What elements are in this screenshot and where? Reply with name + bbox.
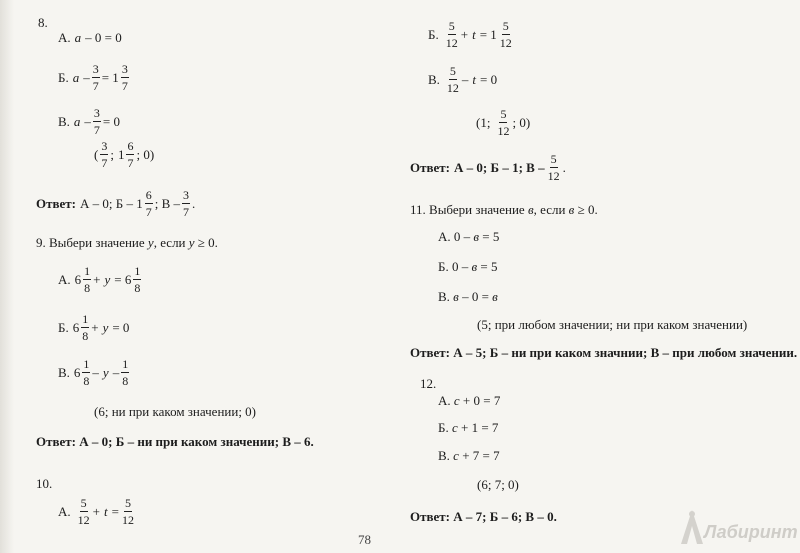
- fraction: $\frac{5}{12}$: [121, 496, 134, 527]
- option-label: В.: [428, 72, 440, 87]
- equation-rest: – 0 = 0: [85, 30, 122, 45]
- problem-12-answer: [410, 510, 557, 523]
- problem-9-answer: [36, 435, 314, 448]
- problem-10-number: 10.: [36, 476, 53, 491]
- answer-label: Ответ:: [410, 345, 451, 360]
- problem-8-answer: Ответ: А – 0; Б – 1 $\frac{6}{7}$ ; В – $\frac{3}{7}$ .: [36, 188, 196, 219]
- equals: = 0: [102, 114, 121, 129]
- equals: = 1: [101, 70, 119, 85]
- problem-9-option-v: В. 6 $\frac{1}{8}$ – y – $\frac{1}{8}$: [58, 357, 129, 388]
- answer-label: Ответ:: [36, 434, 77, 449]
- problem-10-option-b: Б. $\frac{5}{12}$ + t = 1 $\frac{5}{12}$: [428, 19, 512, 50]
- problem-9-option-b: Б. 6 $\frac{1}{8}$ + y = 0: [58, 312, 130, 343]
- problem-11-answer: [410, 346, 797, 359]
- problem-10-answer: Ответ: А – 0; Б – 1; В – $\frac{5}{12}$ .: [410, 152, 566, 183]
- problem-11-title: 11. Выбери значение в, если в ≥ 0.: [410, 202, 598, 217]
- problem-9-answers: (6; ни при каком значении; 0): [94, 404, 257, 419]
- problem-11-answers: (5; при любом значении; ни при каком значении): [477, 317, 748, 332]
- fraction: $\frac{5}{12}$: [547, 152, 560, 183]
- answer-text: А – 5; Б – ни при каком значнии; В – при любом значении.: [453, 345, 798, 360]
- fraction: $\frac{3}{7}$: [101, 139, 108, 170]
- variable: в: [492, 289, 498, 304]
- problem-11-option-v: В. в – 0 = в: [438, 289, 498, 304]
- option-label: А.: [58, 272, 71, 287]
- problem-8-option-v: [58, 107, 120, 136]
- option-label: Б.: [58, 70, 69, 85]
- fraction: $\frac{1}{8}$: [82, 312, 89, 343]
- variable: y: [102, 365, 109, 380]
- option-label: А.: [438, 229, 451, 244]
- variable: t: [103, 504, 108, 519]
- answer-text: А – 7; Б – 6; В – 0.: [453, 509, 557, 524]
- variable: t: [472, 27, 476, 42]
- option-label: А.: [58, 504, 71, 519]
- watermark-text: Лабиринт: [704, 522, 798, 542]
- fraction: $\frac{3}{7}$: [121, 62, 128, 93]
- option-label: В.: [438, 448, 450, 463]
- option-label: В.: [58, 365, 70, 380]
- problem-8-option-b: [58, 63, 131, 92]
- problem-12-option-a: А. c + 0 = 7: [438, 393, 501, 408]
- option-label: Б.: [438, 420, 449, 435]
- fraction: $\frac{5}{12}$: [77, 496, 90, 527]
- fraction: $\frac{5}{12}$: [497, 107, 510, 138]
- problem-12-option-v: В. c + 7 = 7: [438, 448, 500, 463]
- variable: y: [102, 320, 109, 335]
- variable: a: [74, 30, 82, 45]
- problem-8-option-a: [58, 31, 122, 44]
- answer-label: Ответ:: [410, 160, 451, 175]
- option-label: Б.: [438, 259, 449, 274]
- option-label: Б.: [58, 320, 69, 335]
- option-label: Б.: [428, 27, 439, 42]
- problem-11-option-a: А. 0 – в = 5: [438, 229, 500, 244]
- page-spine-shadow: [0, 0, 14, 553]
- problem-8-number: 8.: [38, 15, 48, 30]
- fraction: $\frac{3}{7}$: [93, 106, 100, 137]
- fraction: $\frac{5}{12}$: [499, 19, 512, 50]
- fraction: $\frac{6}{7}$: [145, 188, 152, 219]
- fraction: $\frac{1}{8}$: [84, 264, 91, 295]
- option-label: В.: [58, 114, 70, 129]
- variable: a: [72, 70, 80, 85]
- option-label: В.: [438, 289, 450, 304]
- variable: t: [472, 72, 477, 87]
- variable: a: [73, 114, 81, 129]
- problem-9-title: 9. Выбери значение y, если y ≥ 0.: [36, 235, 218, 250]
- problem-12-answers: (6; 7; 0): [477, 477, 519, 492]
- variable: в: [471, 259, 478, 274]
- answer-label: Ответ:: [410, 509, 451, 524]
- variable: c: [451, 420, 458, 435]
- page-number: 78: [358, 532, 371, 547]
- problem-12-number: 12.: [420, 376, 437, 391]
- variable: c: [453, 448, 459, 463]
- answer-text: А – 0; Б – ни при каком значении; В – 6.: [79, 434, 314, 449]
- option-label: А.: [58, 30, 71, 45]
- fraction: $\frac{1}{8}$: [122, 357, 129, 388]
- variable: в: [473, 229, 480, 244]
- fraction: $\frac{1}{8}$: [134, 264, 141, 295]
- answer-label: Ответ:: [36, 196, 77, 211]
- fraction: $\frac{6}{7}$: [127, 139, 134, 170]
- operator: –: [83, 70, 90, 85]
- fraction: $\frac{3}{7}$: [183, 188, 190, 219]
- variable: c: [453, 393, 460, 408]
- fraction: $\frac{3}{7}$: [92, 62, 99, 93]
- fraction: $\frac{5}{12}$: [446, 64, 459, 95]
- problem-10-answers: (1; $\frac{5}{12}$ ; 0): [476, 107, 531, 138]
- problem-8-answers: ( $\frac{3}{7}$ ; 1 $\frac{6}{7}$ ; 0): [94, 139, 155, 170]
- variable: в: [453, 289, 459, 304]
- fraction: $\frac{1}{8}$: [83, 357, 90, 388]
- variable: y: [104, 272, 111, 287]
- problem-10-option-a: А. $\frac{5}{12}$ + t = $\frac{5}{12}$: [58, 496, 134, 527]
- watermark-logo: [678, 506, 798, 546]
- problem-12-option-b: Б. c + 1 = 7: [438, 420, 499, 435]
- problem-11-option-b: Б. 0 – в = 5: [438, 259, 498, 274]
- option-label: А.: [438, 393, 451, 408]
- operator: –: [84, 114, 91, 129]
- fraction: $\frac{5}{12}$: [445, 19, 458, 50]
- problem-9-option-a: А. 6 $\frac{1}{8}$ + y = 6 $\frac{1}{8}$: [58, 264, 141, 295]
- problem-10-option-v: В. $\frac{5}{12}$ – t = 0: [428, 64, 498, 95]
